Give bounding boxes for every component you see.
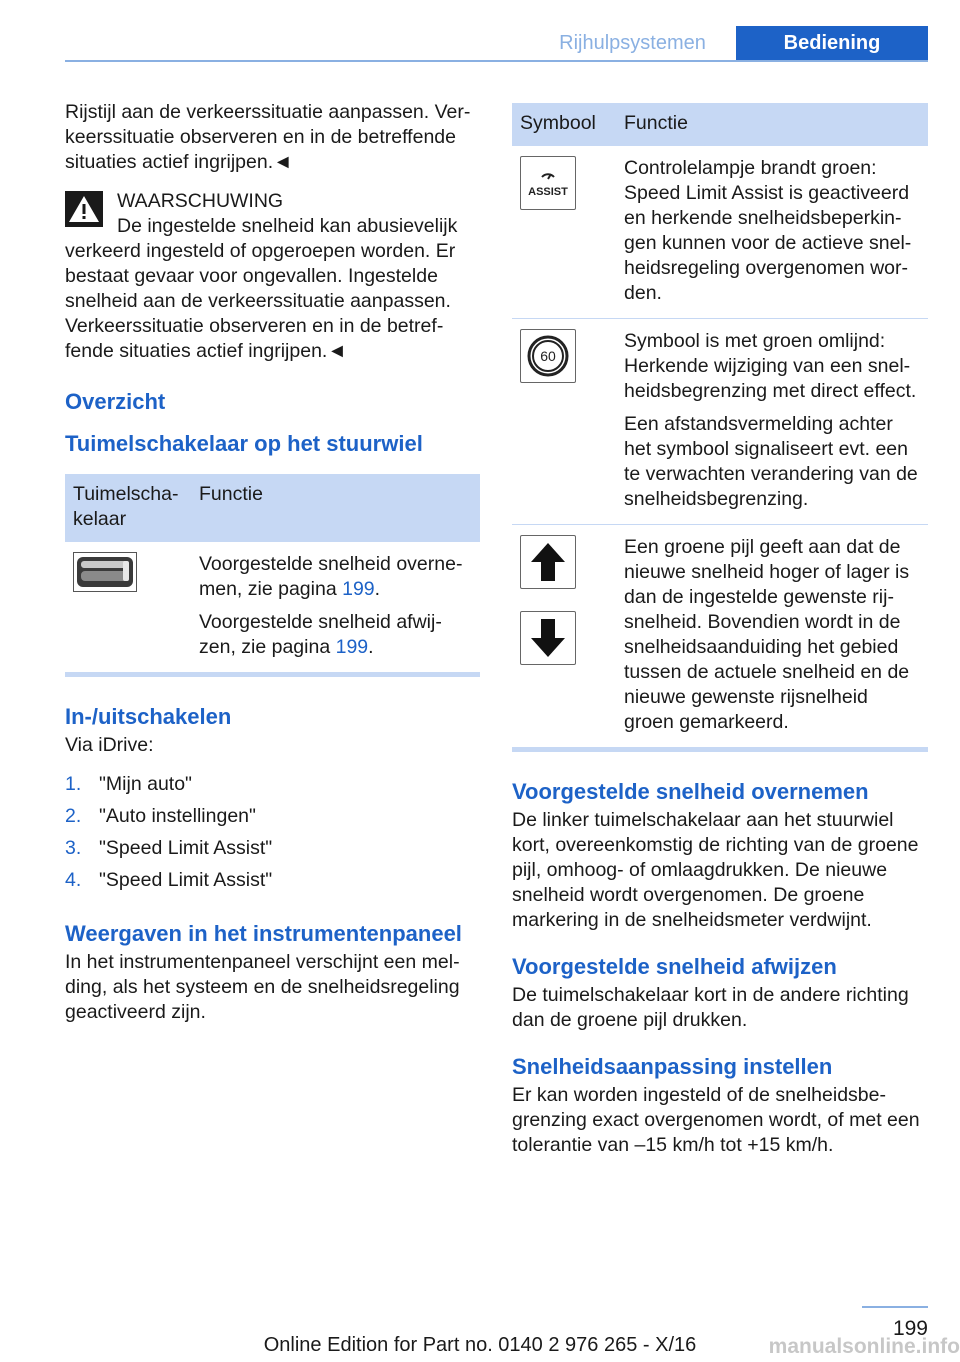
switch-col-header: Tuimelschakelaar	[65, 474, 191, 542]
adjust-heading: Snelheidsaanpassing instellen	[512, 1054, 833, 1079]
via-idrive-text: Via iDrive:	[65, 734, 154, 756]
list-item	[65, 864, 480, 896]
symbol-table-header	[512, 103, 928, 146]
reject-function-label: Voorgestelde snelheid afwijzen, zie pagina	[199, 611, 442, 658]
reject-function-text	[199, 610, 472, 660]
step-text: "Mijn auto"	[99, 773, 192, 795]
header-chapter-tab: Bediening	[736, 26, 928, 62]
symbol-function-cell	[616, 525, 928, 748]
switch-heading: Tuimelschakelaar op het stuurwiel	[65, 431, 423, 456]
speed-limit-graphic	[526, 334, 570, 378]
assist-symbol-graphic	[523, 163, 573, 203]
rocker-switch-cell	[65, 542, 191, 672]
symbol-function-cell	[616, 319, 928, 525]
onoff-heading: In-/uitschakelen	[65, 704, 232, 729]
display-heading: Weergaven in het instrumentenpaneel	[65, 921, 462, 946]
table-row	[65, 542, 480, 672]
display-text: In het instrumentenpaneel verschijnt een melding, als het systeem en de snelheidsregeling geactiveerd zijn.	[65, 951, 460, 1023]
adjust-text: Er kan worden ingesteld of de snelheidsbegrenzing exact overgenomen wordt, of met een tolerantie van –15 km/h tot +15 km/h.	[512, 1084, 920, 1156]
overview-heading: Overzicht	[65, 389, 166, 414]
symbol-col-header: Symbool	[512, 103, 616, 146]
step-text: "Speed Limit Assist"	[99, 869, 273, 891]
arrow-up-graphic	[528, 540, 568, 584]
rocker-switch-icon	[73, 552, 137, 592]
symbol-function-cell	[616, 146, 928, 319]
step-number: 1.	[65, 773, 82, 795]
warning-text: verkeerd ingesteld of opgeroepen worden. Er bestaat gevaar voor ongevallen. Ingestelde snelheid aan de verkeerssituatie aanpassen. Verkeerssituatie observeren en in de betreffende situaties actief ingrijpen.◄	[65, 240, 456, 362]
table-end-rule	[65, 672, 480, 677]
symbol-table	[512, 103, 928, 747]
list-item	[65, 768, 480, 800]
assist-description: Controlelampje brandt groen: Speed Limit Assist is geactiveerd en herkende snelheidsbeperkingen kunnen voor de actieve snelheidsregeling overgenomen worden.	[624, 157, 912, 304]
step-number: 3.	[65, 837, 82, 859]
arrow-down-icon	[520, 611, 576, 665]
arrow-description: Een groene pijl geeft aan dat de nieuwe snelheid hoger of lager is dan de ingestelde gewenste rijsnelheid. Bovendien wordt in de snelheidsaanduiding het gebied tussen de actuele snelheid en de nieuwe gewenste rijsnelheid groen gemarkeerd.	[624, 536, 910, 733]
step-number: 2.	[65, 805, 82, 827]
warning-triangle-icon	[65, 191, 103, 227]
table-row	[512, 146, 928, 319]
edition-text: Online Edition for Part no. 0140 2 976 265 - X/16	[263, 1334, 697, 1356]
accept-function-text	[199, 552, 472, 602]
reject-text: De tuimelschakelaar kort in de andere richting dan de groene pijl drukken.	[512, 984, 909, 1031]
page-link[interactable]: 199	[335, 636, 369, 658]
header-rule	[65, 60, 928, 62]
speed-limit-60-icon	[520, 329, 576, 383]
table-row	[512, 319, 928, 525]
speed-limit-description: Symbool is met groen omlijnd: Herkende wijziging van een snelheidsbegrenzing met direct effect.	[624, 330, 917, 402]
accept-text: De linker tuimelschakelaar aan het stuurwiel kort, overeenkomstig de richting van de groene pijl, omhoog- of omlaagdrukken. De nieuwe snelheid wordt overgenomen. De groene markering in de snelheidsmeter verdwijnt.	[512, 809, 919, 931]
punctuation: .	[368, 636, 374, 658]
warning-title: WAARSCHUWING	[117, 190, 284, 212]
switch-function-cell	[191, 542, 480, 672]
warning-block	[65, 189, 480, 364]
page-link[interactable]: 199	[342, 578, 375, 600]
footer-rule	[862, 1306, 928, 1308]
steps-list	[65, 768, 480, 896]
accept-heading: Voorgestelde snelheid overnemen	[512, 779, 869, 804]
symbol-cell	[512, 146, 616, 319]
table-row	[512, 525, 928, 748]
right-column	[512, 103, 928, 1158]
intro-paragraph: Rijstijl aan de verkeerssituatie aanpassen. Verkeerssituatie observeren en in de betreffende situaties actief ingrijpen.◄	[65, 101, 471, 173]
assist-label: ASSIST	[528, 186, 568, 198]
symbol-cell	[512, 319, 616, 525]
reject-heading: Voorgestelde snelheid afwijzen	[512, 954, 837, 979]
list-item	[65, 800, 480, 832]
step-text: "Auto instellingen"	[99, 805, 256, 827]
arrow-up-icon	[520, 535, 576, 589]
function-col-header: Functie	[191, 474, 480, 542]
assist-symbol-icon	[520, 156, 576, 210]
arrow-down-graphic	[528, 616, 568, 660]
step-number: 4.	[65, 869, 82, 891]
function-col-header: Functie	[616, 103, 928, 146]
step-text: "Speed Limit Assist"	[99, 837, 273, 859]
distance-description: Een afstandsvermelding achter het symbool signaliseert evt. een te verwachten verandering van de snelheidsbegrenzing.	[624, 413, 918, 510]
switch-table	[65, 474, 480, 672]
left-column	[65, 100, 480, 1025]
header-section-title: Rijhulpsystemen	[559, 32, 706, 54]
symbol-cell	[512, 525, 616, 748]
switch-table-header	[65, 474, 480, 542]
page-number: 199	[892, 1317, 928, 1340]
warning-text-first: De ingestelde snelheid kan abusievelijk	[117, 215, 458, 237]
punctuation: .	[374, 578, 381, 600]
watermark-text: manualsonline.info	[768, 1335, 960, 1358]
speed-limit-label: 60	[540, 348, 556, 364]
accept-function-label: Voorgestelde snelheid overnemen, zie pagina	[199, 553, 463, 600]
table-end-rule	[512, 747, 928, 752]
list-item	[65, 832, 480, 864]
